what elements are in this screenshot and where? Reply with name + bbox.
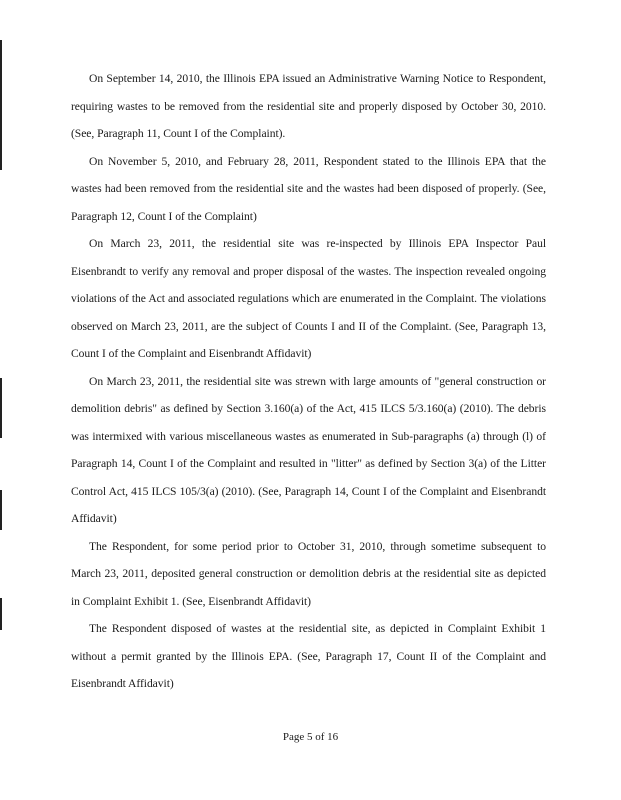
scan-edge-mark [0,40,2,170]
document-body [71,65,546,698]
paragraph-debris-deposited: The Respondent, for some period prior to October 31, 2010, through sometime subsequent to March 23, 2011, deposited general construction or demolition debris at the residential site as depicted in Complaint Exhibit 1. (See, Eisenbrandt Affidavit) [71,539,546,608]
page-number: Page 5 of 16 [282,731,339,743]
paragraph-warning-notice: On September 14, 2010, the Illinois EPA issued an Administrative Warning Notice to Respondent, requiring wastes to be removed from the residential site and properly disposed by October 30, 2010. (See, Paragraph 11, Count I of the Complaint). [71,72,546,140]
paragraph-respondent-statement: On November 5, 2010, and February 28, 2011, Respondent stated to the Illinois EPA that the wastes had been removed from the residential site and the wastes had been disposed of properly. (See, Paragraph 12, Count I of the Complaint) [71,154,546,223]
scan-edge-mark [0,378,2,438]
scan-edge-mark [0,598,2,630]
paragraph-debris-definition: On March 23, 2011, the residential site was strewn with large amounts of "general construction or demolition debris" as defined by Section 3.160(a) of the Act, 415 ILCS 5/3.160(a) (2010). The debris was intermixed with various miscellaneous wastes as enumerated in Sub-paragraphs (a) through (l) of Paragraph 14, Count I of the Complaint and resulted in "litter" as defined by Section 3(a) of the Litter Control Act, 415 ILCS 105/3(a) (2010). (See, Paragraph 14, Count I of the Complaint and Eisenbrandt Affidavit) [71,374,546,525]
scan-edge-mark [0,490,2,530]
paragraph-reinspection: On March 23, 2011, the residential site was re-inspected by Illinois EPA Inspector Paul Eisenbrandt to verify any removal and proper disposal of the wastes. The inspection revealed ongoing violations of the Act and associated regulations which are enumerated in the Complaint. The violations observed on March 23, 2011, are the subject of Counts I and II of the Complaint. (See, Paragraph 13, Count I of the Complaint and Eisenbrandt Affidavit) [71,237,546,360]
paragraph-no-permit: The Respondent disposed of wastes at the residential site, as depicted in Complaint Exhibit 1 without a permit granted by the Illinois EPA. (See, Paragraph 17, Count II of the Complaint and Eisenbrandt Affidavit) [71,622,546,690]
